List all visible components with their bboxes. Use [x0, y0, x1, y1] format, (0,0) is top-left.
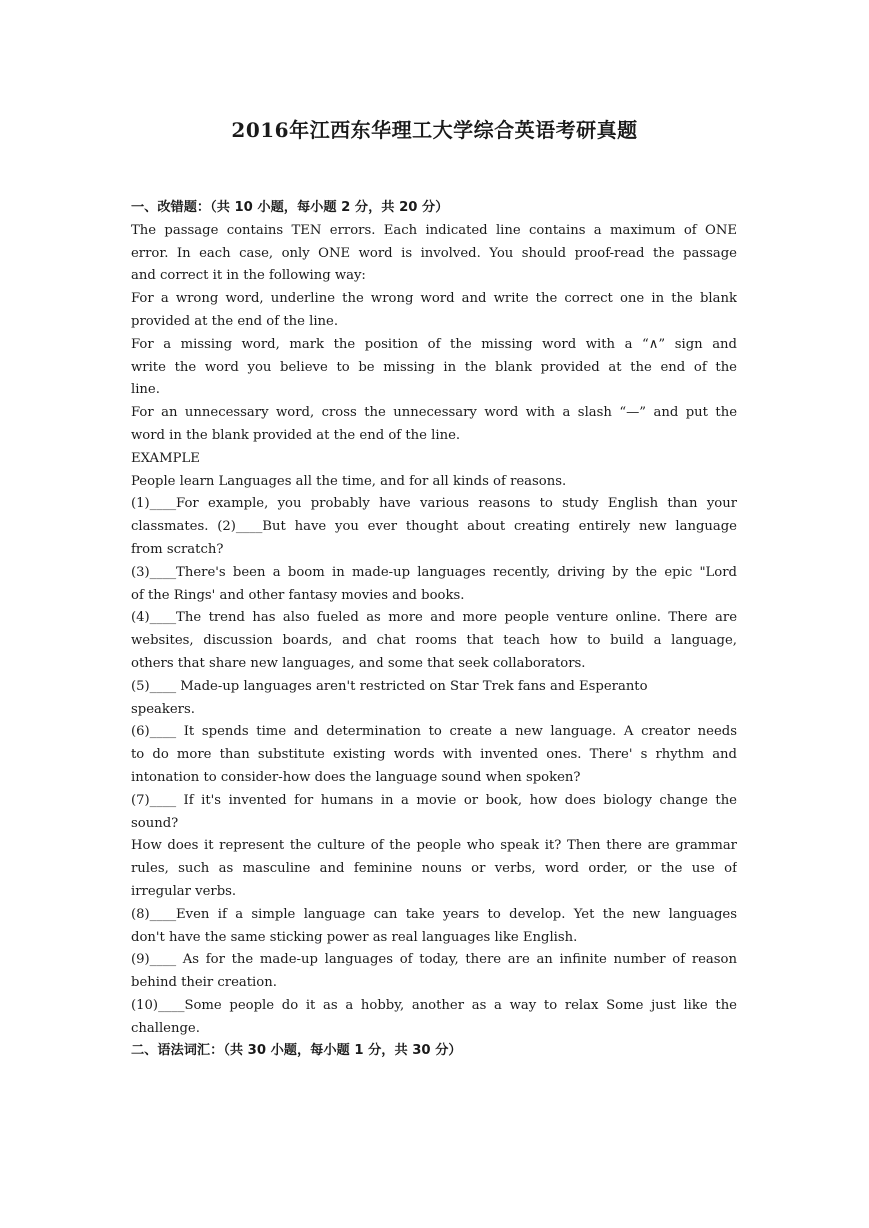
text-line: (4)____The trend has also fueled as more and more people venture online. There are [131, 610, 737, 626]
text-line: from scratch? [131, 541, 224, 557]
section-2-heading: 二、语法词汇：（共 30 小题，每小题 1 分，共 30 分） [131, 1043, 462, 1059]
text-line: provided at the end of the line. [131, 313, 339, 329]
text-line: (3)____There's been a boom in made-up languages recently, driving by the epic "Lord [131, 564, 737, 580]
text-line: challenge. [131, 1020, 200, 1036]
text-line: For an unnecessary word, cross the unnecessary word with a slash “—” and put the [131, 405, 737, 421]
text-line: (8)____Even if a simple language can take years to develop. Yet the new languages [131, 906, 737, 922]
text-line: sound? [131, 815, 179, 831]
text-line: don't have the same sticking power as real languages like English. [131, 929, 578, 945]
text-line: write the word you believe to be missing in the blank provided at the end of the [131, 359, 737, 375]
text-line: and correct it in the following way: [131, 268, 366, 284]
text-line: rules, such as masculine and feminine nouns or verbs, word order, or the use of [131, 861, 737, 877]
text-line: (9)____ As for the made-up languages of today, there are an infinite number of reason [131, 952, 737, 968]
text-line: (6)____ It spends time and determination to create a new language. A creator needs [131, 724, 737, 740]
text-line: classmates. (2)____But have you ever thought about creating entirely new language [131, 519, 737, 535]
text-line: (5)____ Made-up languages aren't restricted on Star Trek fans and Esperanto [131, 678, 648, 694]
text-line: (7)____ If it's invented for humans in a movie or book, how does biology change the [131, 792, 737, 808]
text-line: People learn Languages all the time, and for all kinds of reasons. [131, 473, 567, 489]
text-line: websites, discussion boards, and chat rooms that teach how to build a language, [131, 633, 737, 649]
text-line: For a missing word, mark the position of the missing word with a “∧” sign and [131, 336, 737, 352]
text-line: intonation to consider-how does the language sound when spoken? [131, 769, 581, 785]
text-line: line. [131, 382, 160, 398]
document-body [131, 197, 737, 1063]
text-line: word in the blank provided at the end of the line. [131, 427, 461, 443]
text-line: irregular verbs. [131, 883, 237, 899]
document-title: 2016年江西东华理工大学综合英语考研真题 [231, 118, 638, 142]
text-line: to do more than substitute existing words with invented ones. There' s rhythm and [131, 747, 737, 763]
section-1-heading: 一、改错题：（共 10 小题，每小题 2 分，共 20 分） [131, 200, 449, 215]
text-line: others that share new languages, and some that seek collaborators. [131, 655, 586, 671]
text-line: For a wrong word, underline the wrong word and write the correct one in the blank [131, 291, 737, 307]
text-line: (10)____Some people do it as a hobby, another as a way to relax Some just like the [131, 997, 737, 1013]
section-1-text [131, 220, 737, 1041]
text-line: behind their creation. [131, 975, 277, 991]
text-line: The passage contains TEN errors. Each indicated line contains a maximum of ONE [131, 222, 737, 238]
text-line: speakers. [131, 701, 195, 717]
text-line: How does it represent the culture of the people who speak it? Then there are grammar [131, 838, 737, 854]
text-line: EXAMPLE [131, 450, 200, 466]
text-line: (1)____For example, you probably have various reasons to study English than your [131, 496, 737, 512]
text-line: of the Rings' and other fantasy movies and books. [131, 587, 465, 603]
text-line: error. In each case, only ONE word is involved. You should proof-read the passage [131, 245, 737, 261]
